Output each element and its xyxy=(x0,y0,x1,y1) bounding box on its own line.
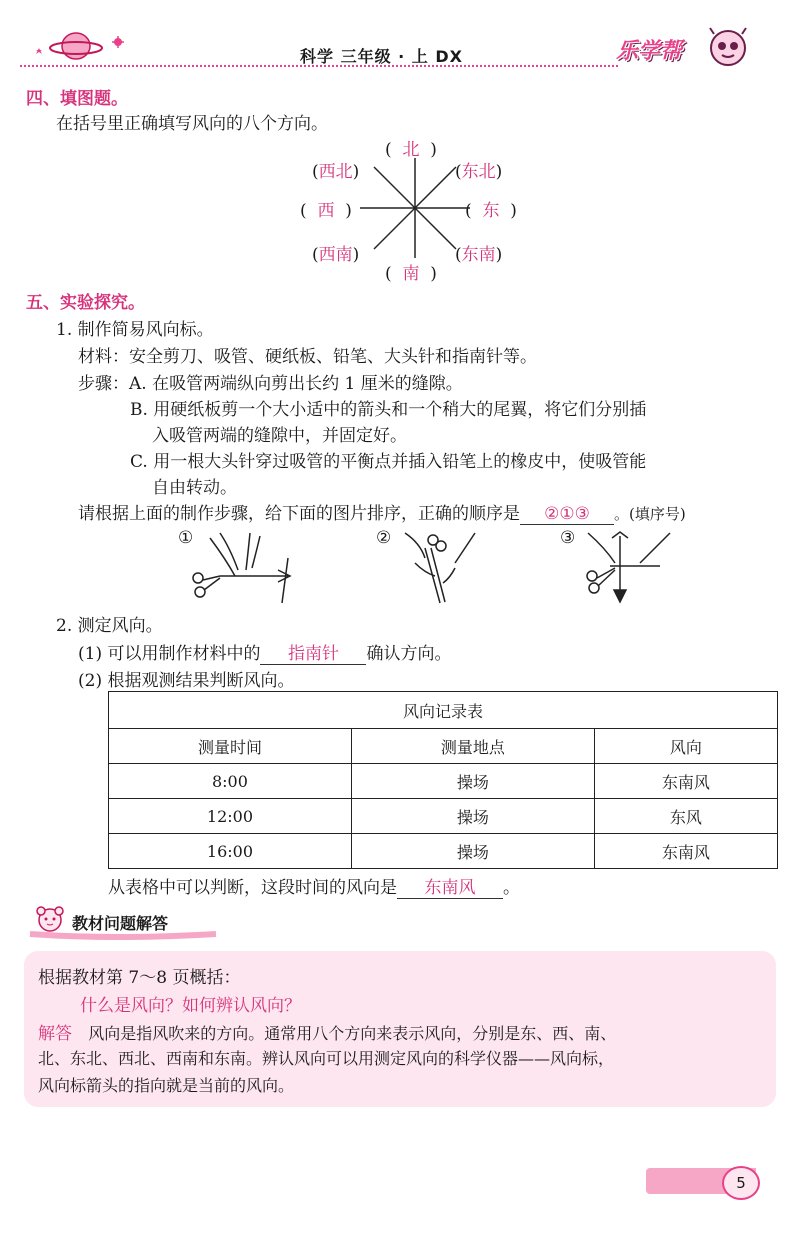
figure-2-scissors-image xyxy=(395,528,495,608)
q2-part1: (1) 可以用制作材料中的 指南针 确认方向。 xyxy=(78,644,452,664)
bear-icon xyxy=(30,904,70,936)
q1-step-c-line2: 自由转动。 xyxy=(152,478,237,498)
qa-intro: 根据教材第 7～8 页概括： xyxy=(38,968,241,988)
compass-northeast: (东北) xyxy=(455,162,503,182)
q1-step-b-line1: B. 用硬纸板剪一个大小适中的箭头和一个稍大的尾翼，将它们分别插 xyxy=(130,400,647,420)
q1-step-c-line1: C. 用一根大头针穿过吸管的平衡点并插入铅笔上的橡皮中，使吸管能 xyxy=(130,452,647,472)
mascot-icon xyxy=(696,26,756,70)
q2-conclusion: 从表格中可以判断，这段时间的风向是 东南风 。 xyxy=(108,878,520,898)
table-cell: 16:00 xyxy=(109,834,352,869)
qa-banner-title: 教材问题解答 xyxy=(72,914,169,933)
qa-answer-line1: 解答 风向是指风吹来的方向。通常用八个方向来表示风向，分别是东、西、南、 xyxy=(38,1024,617,1044)
q1-step-a: 步骤：A. 在吸管两端纵向剪出长约 1 厘米的缝隙。 xyxy=(78,374,463,394)
q2-part1-answer: 指南针 xyxy=(260,644,366,665)
page-number: 5 xyxy=(722,1166,760,1200)
wind-record-table xyxy=(108,691,778,869)
qa-question: 什么是风向？如何辨认风向？ xyxy=(80,996,301,1016)
table-header-row xyxy=(109,729,778,764)
table-cell: 东南风 xyxy=(594,834,777,869)
table-header: 风向 xyxy=(594,729,777,764)
table-header: 测量时间 xyxy=(109,729,352,764)
section-4-title: 四、填图题。 xyxy=(26,89,128,109)
figure-3-label: ③ xyxy=(560,528,576,548)
q2-part2: (2) 根据观测结果判断风向。 xyxy=(78,671,295,691)
figure-1-label: ① xyxy=(178,528,194,548)
compass-east: ( 东 ) xyxy=(465,201,517,221)
q2-title: 2. 测定风向。 xyxy=(56,616,163,636)
table-header: 测量地点 xyxy=(351,729,594,764)
q1-materials: 材料：安全剪刀、吸管、硬纸板、铅笔、大头针和指南针等。 xyxy=(78,347,537,367)
table-row xyxy=(109,764,778,799)
compass-diagram xyxy=(360,158,470,258)
q1-order-question: 请根据上面的制作步骤，给下面的图片排序，正确的顺序是 ②①③ 。(填序号) xyxy=(78,504,686,524)
qa-answer-line2: 北、东北、西北、西南和东南。辨认风向可以用测定风向的科学仪器——风向标， xyxy=(38,1049,615,1068)
table-cell: 12:00 xyxy=(109,799,352,834)
header-title: 科学 三年级 · 上 DX xyxy=(300,47,463,66)
q1-title: 1. 制作简易风向标。 xyxy=(56,320,214,340)
planet-icon xyxy=(28,26,138,66)
q2-conclusion-answer: 东南风 xyxy=(397,878,503,899)
table-caption: 风向记录表 xyxy=(109,692,778,729)
compass-north: ( 北 ) xyxy=(385,140,437,160)
compass-northwest: (西北) xyxy=(312,162,360,182)
table-cell: 操场 xyxy=(351,799,594,834)
table-cell: 8:00 xyxy=(109,764,352,799)
table-row xyxy=(109,834,778,869)
section-4-instruction: 在括号里正确填写风向的八个方向。 xyxy=(56,114,328,134)
compass-southeast: (东南) xyxy=(455,245,503,265)
table-cell: 操场 xyxy=(351,834,594,869)
q1-order-answer: ②①③ xyxy=(520,504,614,525)
qa-answer-line3: 风向标箭头的指向就是当前的风向。 xyxy=(38,1076,295,1095)
table-cell: 东南风 xyxy=(594,764,777,799)
table-cell: 操场 xyxy=(351,764,594,799)
compass-west: ( 西 ) xyxy=(300,201,352,221)
section-5-title: 五、实验探究。 xyxy=(26,293,145,313)
brand-logo: 乐学帮 xyxy=(616,39,683,64)
compass-southwest: (西南) xyxy=(312,245,360,265)
figure-1-cutting-image xyxy=(190,528,305,608)
table-cell: 东风 xyxy=(594,799,777,834)
table-row xyxy=(109,799,778,834)
qa-answer-label: 解答 xyxy=(38,1024,72,1044)
figure-2-label: ② xyxy=(376,528,392,548)
compass-south: ( 南 ) xyxy=(385,264,437,284)
figure-3-arrow-image xyxy=(580,528,690,608)
q1-step-b-line2: 入吸管两端的缝隙中，并固定好。 xyxy=(152,426,407,446)
